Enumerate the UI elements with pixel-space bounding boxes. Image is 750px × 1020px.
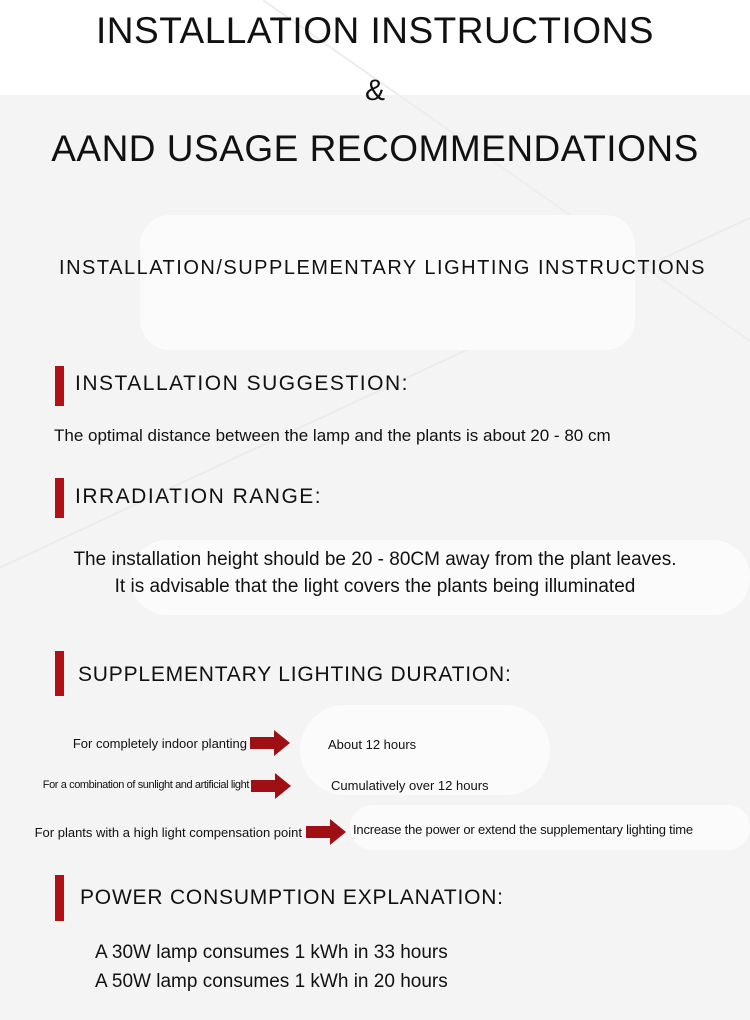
right-arrow-icon (251, 773, 291, 799)
duration-condition: For plants with a high light compensation point (34, 825, 302, 840)
installation-title: INSTALLATION SUGGESTION: (75, 372, 409, 395)
duration-recommendation: About 12 hours (328, 737, 417, 752)
power-line1: A 30W lamp consumes 1 kWh in 33 hours (95, 942, 448, 963)
power-line2: A 50W lamp consumes 1 kWh in 20 hours (95, 971, 448, 992)
section-accent-bar (55, 478, 64, 518)
right-arrow-icon (250, 730, 290, 756)
page-title-line1: INSTALLATION INSTRUCTIONS (96, 10, 654, 51)
page-subtitle: INSTALLATION/SUPPLEMENTARY LIGHTING INSTRUCTIONS (59, 257, 706, 279)
page-title-ampersand: & (364, 74, 385, 107)
duration-recommendation: Increase the power or extend the supplementary lighting time (353, 822, 693, 837)
page-title-line2: AAND USAGE RECOMMENDATIONS (51, 128, 699, 169)
duration-title: SUPPLEMENTARY LIGHTING DURATION: (78, 663, 512, 686)
duration-recommendation: Cumulatively over 12 hours (331, 778, 489, 793)
installation-text: The optimal distance between the lamp and the plants is about 20 - 80 cm (54, 426, 611, 445)
duration-condition: For completely indoor planting (72, 736, 247, 751)
section-accent-bar (55, 366, 64, 406)
irradiation-line2: It is advisable that the light covers the plants being illuminated (114, 576, 636, 597)
irradiation-line1: The installation height should be 20 - 80CM away from the plant leaves. (73, 549, 677, 570)
duration-condition: For a combination of sunlight and artificial light (42, 779, 249, 791)
right-arrow-icon (306, 819, 346, 845)
power-title: POWER CONSUMPTION EXPLANATION: (80, 886, 504, 909)
section-accent-bar (55, 875, 64, 921)
background-shape (140, 215, 635, 350)
section-accent-bar (55, 651, 64, 696)
irradiation-title: IRRADIATION RANGE: (75, 485, 323, 508)
